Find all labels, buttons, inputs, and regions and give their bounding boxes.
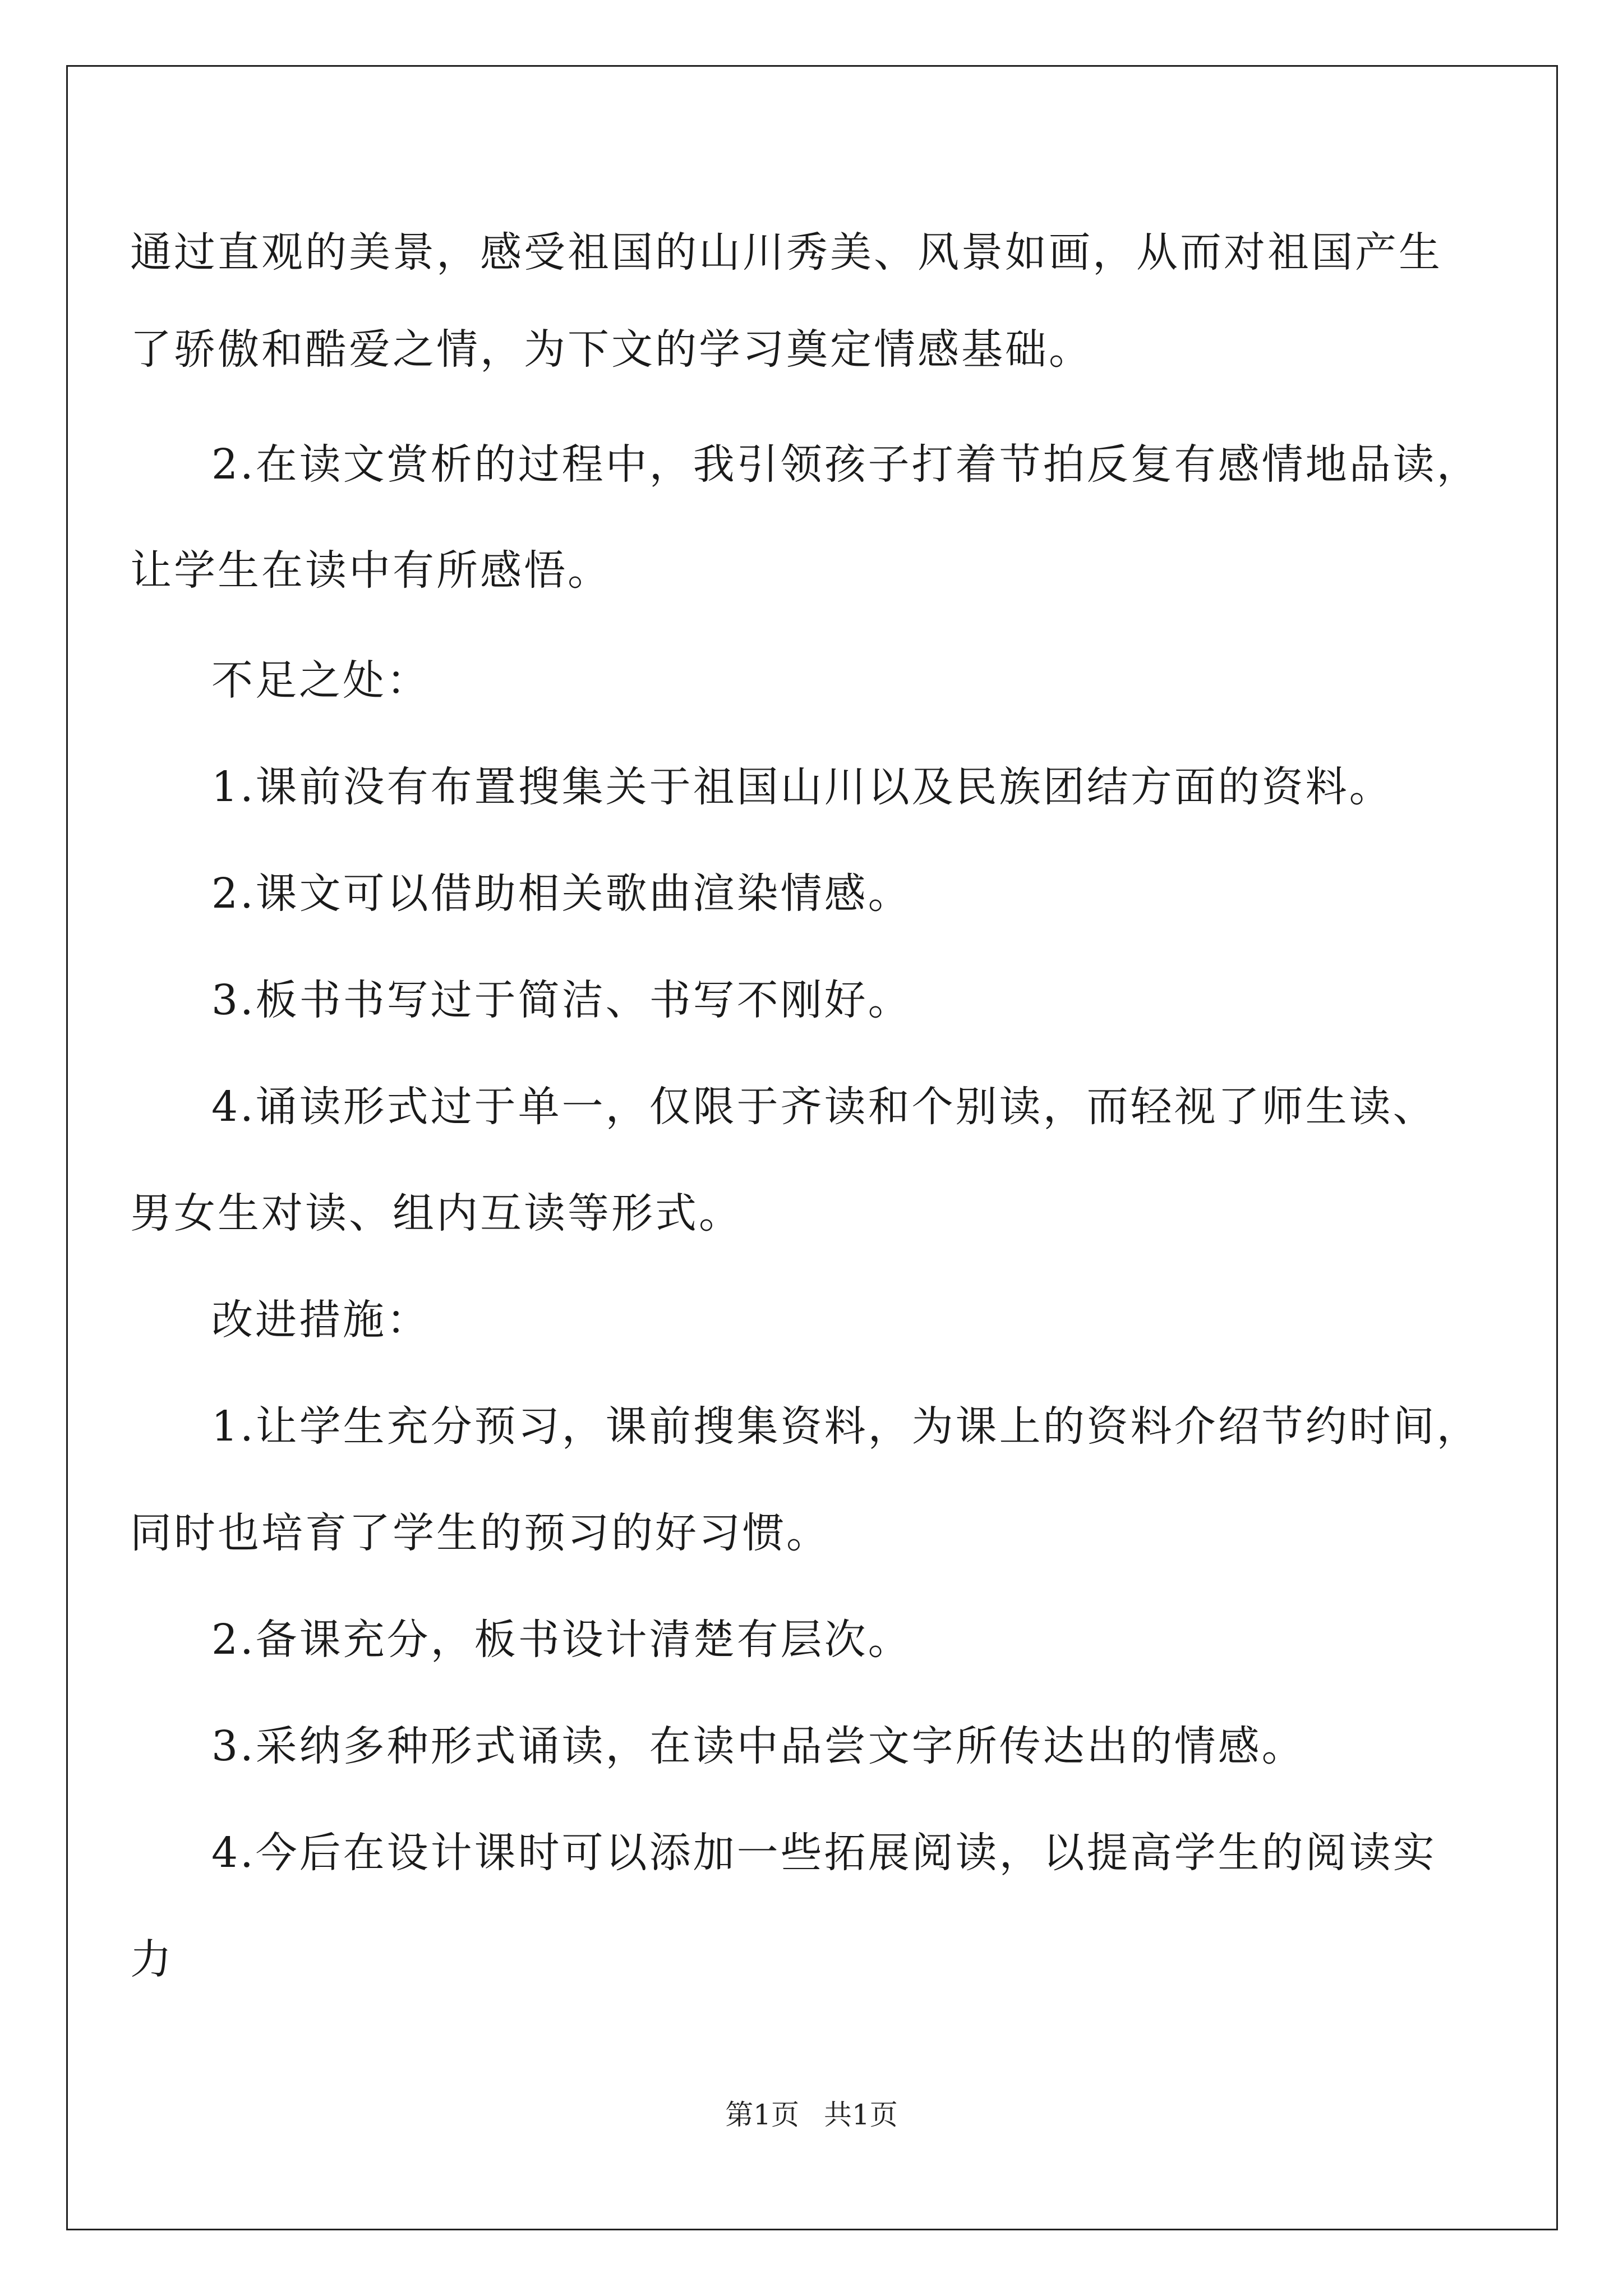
section-heading-improvements: 改进措施： bbox=[211, 1296, 430, 1344]
text-line: 2.课文可以借助相关歌曲渲染情感。 bbox=[211, 869, 912, 918]
page-number-current: 第1页 bbox=[725, 2099, 799, 2131]
text-line: 让学生在读中有所感悟。 bbox=[130, 546, 611, 595]
text-line: 2.在读文赏析的过程中，我引领孩子打着节拍反复有感情地品读， bbox=[211, 440, 1481, 489]
page-footer bbox=[0, 2098, 1623, 2132]
text-line: 1.课前没有布置搜集关于祖国山川以及民族团结方面的资料。 bbox=[211, 763, 1393, 811]
text-line: 力 bbox=[130, 1935, 174, 1984]
page-number-total: 共1页 bbox=[824, 2099, 898, 2131]
text-line: 4.诵读形式过于单一，仅限于齐读和个别读，而轻视了师生读、 bbox=[211, 1083, 1437, 1131]
text-line: 了骄傲和酷爱之情，为下文的学习奠定情感基础。 bbox=[130, 325, 1092, 374]
section-heading-shortcomings: 不足之处： bbox=[211, 656, 430, 705]
text-line: 1.让学生充分预习，课前搜集资料，为课上的资料介绍节约时间， bbox=[211, 1402, 1481, 1451]
text-line: 3.板书书写过于简洁、书写不刚好。 bbox=[211, 976, 912, 1024]
page-border bbox=[66, 65, 1558, 2230]
text-line: 通过直观的美景，感受祖国的山川秀美、风景如画，从而对祖国产生 bbox=[130, 228, 1442, 277]
text-line: 2.备课充分，板书设计清楚有层次。 bbox=[211, 1616, 912, 1664]
text-line: 3.采纳多种形式诵读，在读中品尝文字所传达出的情感。 bbox=[211, 1722, 1306, 1770]
text-line: 同时也培育了学生的预习的好习惯。 bbox=[130, 1509, 830, 1557]
text-line: 4.今后在设计课时可以添加一些拓展阅读，以提高学生的阅读实 bbox=[211, 1829, 1437, 1877]
text-line: 男女生对读、组内互读等形式。 bbox=[130, 1189, 743, 1237]
